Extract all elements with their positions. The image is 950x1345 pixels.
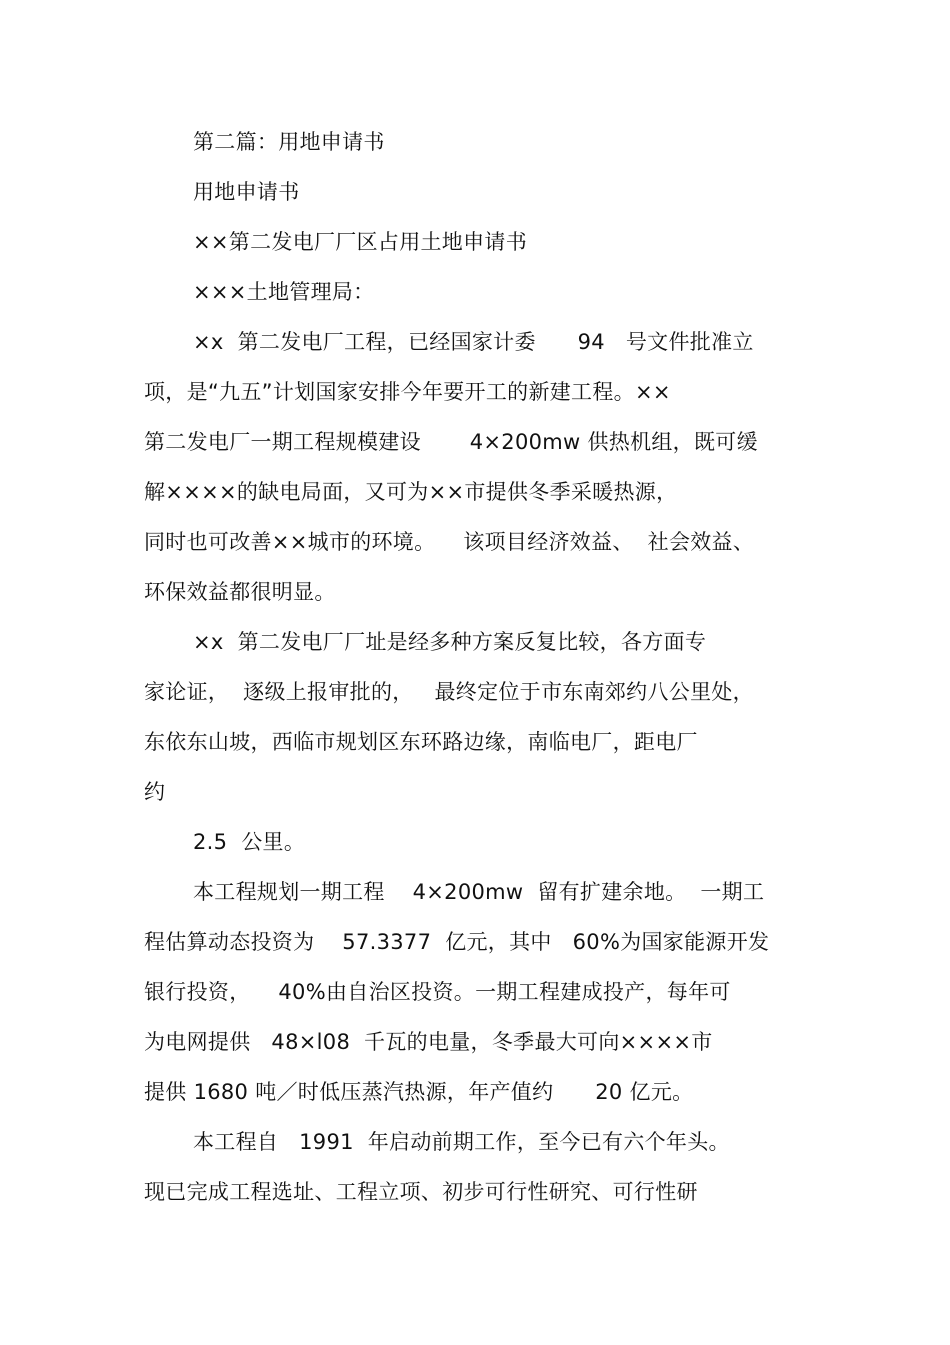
paragraph-1-line-3: 第二发电厂一期工程规模建设 4×200mw 供热机组，既可缓 (144, 430, 758, 454)
paragraph-5-line-2: 现已完成工程选址、工程立项、初步可行性研究、可行性研 (144, 1180, 698, 1204)
paragraph-1-line-5: 同时也可改善××城市的环境。 该项目经济效益、 社会效益、 (144, 530, 755, 554)
paragraph-4-line-2: 程估算动态投资为 57.3377 亿元，其中 60%为国家能源开发 (144, 930, 770, 954)
chapter-heading: 第二篇：用地申请书 (193, 130, 385, 154)
application-title: ××第二发电厂厂区占用土地申请书 (193, 230, 527, 254)
paragraph-2-line-4: 约 (144, 780, 166, 804)
paragraph-3-line-1: 2.5 公里。 (193, 830, 306, 854)
paragraph-4-line-3: 银行投资， 40%由自治区投资。一期工程建成投产，每年可 (144, 980, 731, 1004)
paragraph-4-line-5: 提供 1680 吨／时低压蒸汽热源，年产值约 20 亿元。 (144, 1080, 694, 1104)
paragraph-2-line-2: 家论证， 逐级上报审批的， 最终定位于市东南郊约八公里处， (144, 680, 754, 704)
paragraph-1-line-2: 项，是“九五”计划国家安排今年要开工的新建工程。×× (144, 380, 671, 404)
addressee: ×××土地管理局： (193, 280, 375, 304)
paragraph-1-line-6: 环保效益都很明显。 (144, 580, 336, 604)
paragraph-4-line-4: 为电网提供 48×l08 千瓦的电量，冬季最大可向××××市 (144, 1030, 713, 1054)
document-title: 用地申请书 (193, 180, 300, 204)
paragraph-1-line-4: 解××××的缺电局面，又可为××市提供冬季采暖热源， (144, 480, 678, 504)
paragraph-4-line-1: 本工程规划一期工程 4×200mw 留有扩建余地。 一期工 (193, 880, 765, 904)
paragraph-1-line-1: ×x 第二发电厂工程，已经国家计委 94 号文件批准立 (193, 330, 754, 354)
paragraph-2-line-1: ×x 第二发电厂厂址是经多种方案反复比较，各方面专 (193, 630, 707, 654)
paragraph-5-line-1: 本工程自 1991 年启动前期工作，至今已有六个年头。 (193, 1130, 730, 1154)
paragraph-2-line-3: 东依东山坡，西临市规划区东环路边缘，南临电厂，距电厂 (144, 730, 698, 754)
